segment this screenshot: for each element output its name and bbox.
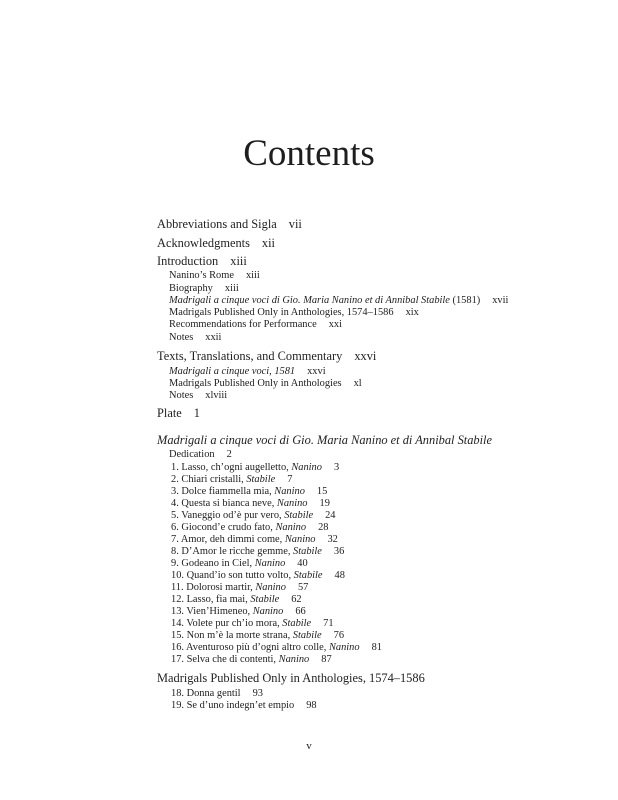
toc-entry-title: Madrigals Published Only in Anthologies, 1574–1586	[169, 307, 394, 318]
toc-entry-title: 9. Godeano in Ciel,	[171, 558, 253, 569]
toc-entry	[171, 700, 317, 711]
toc-entry	[171, 486, 327, 497]
toc-entry-page: 24	[325, 510, 336, 521]
toc-entry-title: Madrigals Published Only in Anthologies, 1574–1586	[157, 671, 425, 685]
toc-entry-page: 36	[333, 546, 345, 557]
toc-entry-page: xiii	[230, 254, 247, 268]
toc-entry-page: 7	[287, 474, 293, 485]
toc-entry	[157, 671, 425, 686]
toc-entry-page: xlviii	[205, 390, 228, 401]
toc-entry-page: xiii	[245, 270, 260, 281]
toc-entry-page: 62	[291, 594, 302, 605]
toc-entry-title: 14. Volete pur ch’io mora,	[171, 618, 280, 629]
toc-entry-title: Abbreviations and Sigla	[157, 217, 277, 231]
toc-entry-page: 2	[226, 449, 232, 460]
toc-entry-composer: Nanino	[326, 642, 360, 653]
toc-entry-title: Biography	[169, 283, 213, 294]
toc-entry-title: Introduction	[157, 254, 219, 268]
toc-entry-page: vii	[288, 217, 302, 231]
toc-entry	[169, 332, 221, 343]
toc-entry-composer: Nanino	[250, 606, 284, 617]
toc-entry	[169, 307, 419, 318]
toc-entry-composer: Stabile	[279, 618, 312, 629]
toc-entry-page: 81	[371, 642, 382, 653]
toc-entry	[157, 406, 200, 421]
toc-entry-title: Plate	[157, 406, 182, 420]
toc-entry-composer: Nanino	[276, 654, 310, 665]
toc-entry-title: 4. Questa si bianca neve,	[171, 498, 275, 509]
toc-entry	[171, 688, 263, 699]
toc-entry-title: 19. Se d’uno indegn’et empio	[171, 700, 295, 711]
toc-entry-page: 76	[333, 630, 345, 641]
toc-entry-title: 1. Lasso, ch’ogni augelletto,	[171, 462, 289, 473]
toc-entry	[169, 270, 260, 281]
toc-entry	[171, 606, 306, 617]
toc-entry	[171, 594, 302, 605]
toc-entry-composer: Nanino	[271, 486, 305, 497]
toc-entry-composer: Nanino	[274, 498, 308, 509]
toc-entry-page: 71	[323, 618, 334, 629]
toc-entry-title: 15. Non m’è la morte strana,	[171, 630, 291, 641]
toc-entry-page: xix	[405, 307, 419, 318]
toc-entry	[171, 498, 330, 509]
page-title: Contents	[243, 133, 375, 174]
toc-entry	[169, 449, 232, 460]
toc-entry-title: Notes	[169, 390, 194, 401]
toc-entry	[157, 254, 247, 269]
toc-entry-title: (1581)	[449, 295, 481, 306]
toc-entry-page: 28	[318, 522, 329, 533]
toc-entry-composer: Stabile	[290, 630, 322, 641]
toc-entry-title: Acknowledgments	[157, 236, 250, 250]
toc-entry-composer: Nanino	[272, 522, 307, 533]
toc-entry	[171, 642, 382, 653]
toc-entry	[157, 349, 376, 364]
toc-entry-page: 93	[252, 688, 263, 699]
toc-entry	[171, 522, 328, 533]
toc-entry-title: 7. Amor, deh dimmi come,	[171, 534, 283, 545]
toc-entry-title: 16. Aventuroso più d’ogni altro colle,	[171, 642, 327, 653]
toc-entry	[171, 534, 338, 545]
toc-entry-page: 87	[321, 654, 332, 665]
toc-entry-title: 11. Dolorosi martir,	[171, 582, 253, 593]
toc-entry-page: xl	[353, 378, 362, 389]
toc-entry-title: 18. Donna gentil	[171, 688, 241, 699]
toc-entry	[171, 654, 332, 665]
toc-entry	[171, 582, 308, 593]
toc-entry	[171, 570, 345, 581]
toc-entry-page: xxvi	[354, 349, 377, 363]
toc-entry-title: Notes	[169, 332, 194, 343]
page-number: v	[306, 740, 312, 752]
toc-entry-page: 57	[297, 582, 309, 593]
toc-entry	[169, 283, 239, 294]
toc-entry-title-italic: Madrigali a cinque voci di Gio. Maria Nanino et di Annibal Stabile	[169, 295, 450, 306]
toc-entry-title: Nanino’s Rome	[169, 270, 234, 281]
toc-entry	[169, 390, 227, 401]
toc-entry-title: Recommendations for Performance	[169, 319, 317, 330]
toc-entry	[171, 474, 292, 485]
toc-entry-page: 98	[306, 700, 317, 711]
toc-entry-title: Dedication	[169, 449, 215, 460]
toc-entry-page: 15	[316, 486, 328, 497]
toc-entry-page: 19	[319, 498, 330, 509]
toc-entry-title-italic: Madrigali a cinque voci di Gio. Maria Nanino et di Annibal Stabile	[157, 433, 492, 447]
toc-entry-title: Texts, Translations, and Commentary	[157, 349, 343, 363]
toc-entry-page: xxi	[328, 319, 343, 330]
toc-entry-composer: Stabile	[290, 546, 322, 557]
toc-entry	[171, 558, 308, 569]
toc-entry	[169, 378, 362, 389]
toc-entry-composer: Nanino	[288, 462, 322, 473]
toc-entry	[157, 236, 275, 251]
toc-entry-page: xvii	[492, 295, 509, 306]
toc-entry-page: xiii	[224, 283, 239, 294]
toc-entry-title: 6. Giocond’e crudo fato,	[171, 522, 273, 533]
toc-entry-title: Madrigals Published Only in Anthologies	[169, 378, 342, 389]
toc-entry-title: 10. Quand’io son tutto volto,	[171, 570, 292, 581]
toc-entry-composer: Stabile	[291, 570, 323, 581]
toc-entry-title: 2. Chiari cristalli,	[171, 474, 244, 485]
toc-entry-page: 3	[333, 462, 340, 473]
toc-entry-page: 48	[334, 570, 345, 581]
toc-entry-page: 66	[295, 606, 306, 617]
toc-entry	[171, 462, 339, 473]
toc-entry-page: 32	[327, 534, 338, 545]
toc-entry-page: xxvi	[307, 366, 326, 377]
toc-entry-composer: Nanino	[282, 534, 316, 545]
toc-entry	[157, 217, 302, 232]
toc-entry-page: 1	[193, 406, 200, 420]
toc-entry-page: 40	[297, 558, 308, 569]
toc-entry-composer: Stabile	[243, 474, 276, 485]
toc-entry	[169, 319, 342, 330]
toc-entry-page: xxii	[205, 332, 222, 343]
toc-entry	[171, 630, 344, 641]
toc-entry-title: 13. Vien’Himeneo,	[171, 606, 251, 617]
toc-entry	[157, 433, 492, 448]
toc-entry-composer: Stabile	[247, 594, 280, 605]
toc-entry	[169, 295, 508, 306]
toc-entry	[169, 366, 326, 377]
toc-entry-title: 12. Lasso, fia mai,	[171, 594, 248, 605]
toc-entry-title: 5. Vaneggio od’è pur vero,	[171, 510, 282, 521]
toc-entry-title-italic: Madrigali a cinque voci, 1581	[169, 366, 296, 377]
toc-entry-composer: Nanino	[252, 558, 286, 569]
toc-entry	[171, 510, 335, 521]
toc-entry-composer: Stabile	[281, 510, 314, 521]
toc-entry-composer: Nanino	[252, 582, 286, 593]
toc-entry-page: xii	[261, 236, 276, 250]
toc-entry-title: 8. D’Amor le ricche gemme,	[171, 546, 291, 557]
toc-entry	[171, 546, 344, 557]
toc-entry-title: 3. Dolce fiammella mia,	[171, 486, 272, 497]
toc-entry	[171, 618, 334, 629]
toc-entry-title: 17. Selva che di contenti,	[171, 654, 277, 665]
